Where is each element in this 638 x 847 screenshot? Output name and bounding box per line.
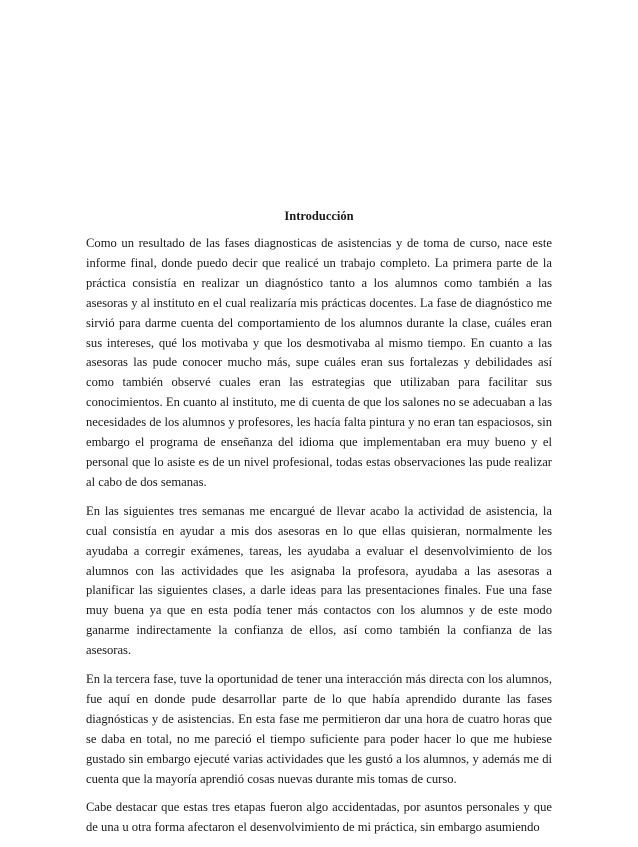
page-title: Introducción	[284, 209, 354, 223]
paragraph-4: Cabe destacar que estas tres etapas fueron algo accidentadas, por asuntos personales y que de una u otra forma afectaron el desenvolvimiento de mi práctica, sin embargo asumiendo	[86, 800, 552, 835]
document-body	[86, 234, 552, 847]
paragraph-2: En las siguientes tres semanas me encargué de llevar acabo la actividad de asistencia, la cual consistía en ayudar a mis dos asesoras en lo que ellas quisieran, normalmente les ayudaba a corregir exámenes, tareas, les ayudaba a evaluar el desenvolvimiento de los alumnos con las actividades que les asignaba la profesora, ayudaba a las asesoras a planificar las siguientes clases, a darle ideas para las presentaciones finales. Fue una fase muy buena ya que en esta podía tener más contactos con los alumnos y de este modo ganarme indirectamente la confianza de ellos, así como también la confianza de las asesoras.	[86, 503, 552, 658]
paragraph-3: En la tercera fase, tuve la oportunidad de tener una interacción más directa con los alumnos, fue aquí en donde pude desarrollar parte de lo que había aprendido durante las fases diagnósticas y de asistencias. En esta fase me permitieron dar una hora de cuatro horas que se daba en total, no me pareció el tiempo suficiente para poder hacer lo que me hubiese gustado sin embargo ejecuté varias actividades que les gustó a los alumnos, y además me di cuenta que la mayoría aprendió cosas nuevas durante mis tomas de curso.	[86, 672, 552, 786]
paragraph-1: Como un resultado de las fases diagnosticas de asistencias y de toma de curso, nace este informe final, donde puedo decir que realicé un trabajo completo. La primera parte de la práctica consistía en realizar un diagnóstico tanto a los alumnos como también a las asesoras y al instituto en el cual realizaría mis prácticas docentes. La fase de diagnóstico me sirvió para darme cuenta del comportamiento de los alumnos durante la clase, cuáles eran sus intereses, qué los motivaba y que los desmotivaba al mismo tiempo. En cuanto a las asesoras las pude conocer mucho más, supe cuáles eran sus fortalezas y debilidades así como también observé cuales eran las estrategias que utilizaban para facilitar sus conocimientos. En cuanto al instituto, me di cuenta de que los salones no se adecuaban a las necesidades de los alumnos y profesores, les hacía falta pintura y no eran tan espaciosos, sin embargo el programa de enseñanza del idioma que implementaban era muy bueno y el personal que lo asiste es de un nivel profesional, todas estas observaciones las pude realizar al cabo de dos semanas.	[86, 236, 552, 489]
